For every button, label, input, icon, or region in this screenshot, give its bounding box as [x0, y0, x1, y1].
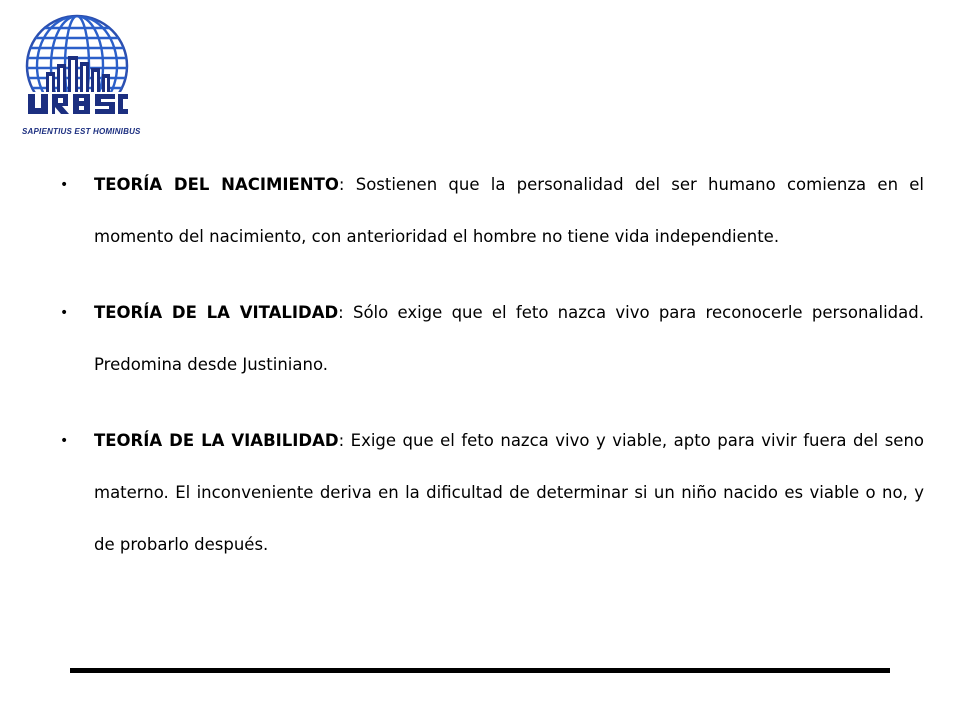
logo-motto: SAPIENTIUS EST HOMINIBUS [22, 127, 141, 136]
urbe-logo [22, 14, 141, 138]
globe-buildings-logo-icon [22, 14, 132, 126]
item-text [94, 287, 924, 391]
list-item-vitalidad [60, 287, 924, 391]
item-description: : Sostienen que la personalidad del ser humano comienza en el momento del nacimiento, con anterioridad el hombre no tiene vida independiente. [94, 175, 925, 246]
bullet-icon: • [60, 305, 69, 321]
item-text [94, 159, 924, 263]
item-description: : Sólo exige que el feto nazca vivo para reconocerle personalidad. Predomina desde Justiniano. [94, 303, 924, 374]
list-item-viabilidad [60, 415, 924, 571]
theory-list [60, 159, 924, 595]
bullet-icon: • [60, 433, 69, 449]
item-term: TEORÍA DEL NACIMIENTO [94, 175, 339, 194]
bullet-icon: • [60, 177, 69, 193]
list-item-nacimiento [60, 159, 924, 263]
item-term: TEORÍA DE LA VIABILIDAD [94, 431, 339, 450]
item-description: : Exige que el feto nazca vivo y viable, apto para vivir fuera del seno materno. El inconveniente deriva en la dificultad de determinar si un niño nacido es viable o no, y de probarlo después. [94, 431, 924, 554]
bottom-divider [70, 668, 890, 673]
item-term: TEORÍA DE LA VITALIDAD [94, 303, 339, 322]
item-text [94, 415, 924, 571]
